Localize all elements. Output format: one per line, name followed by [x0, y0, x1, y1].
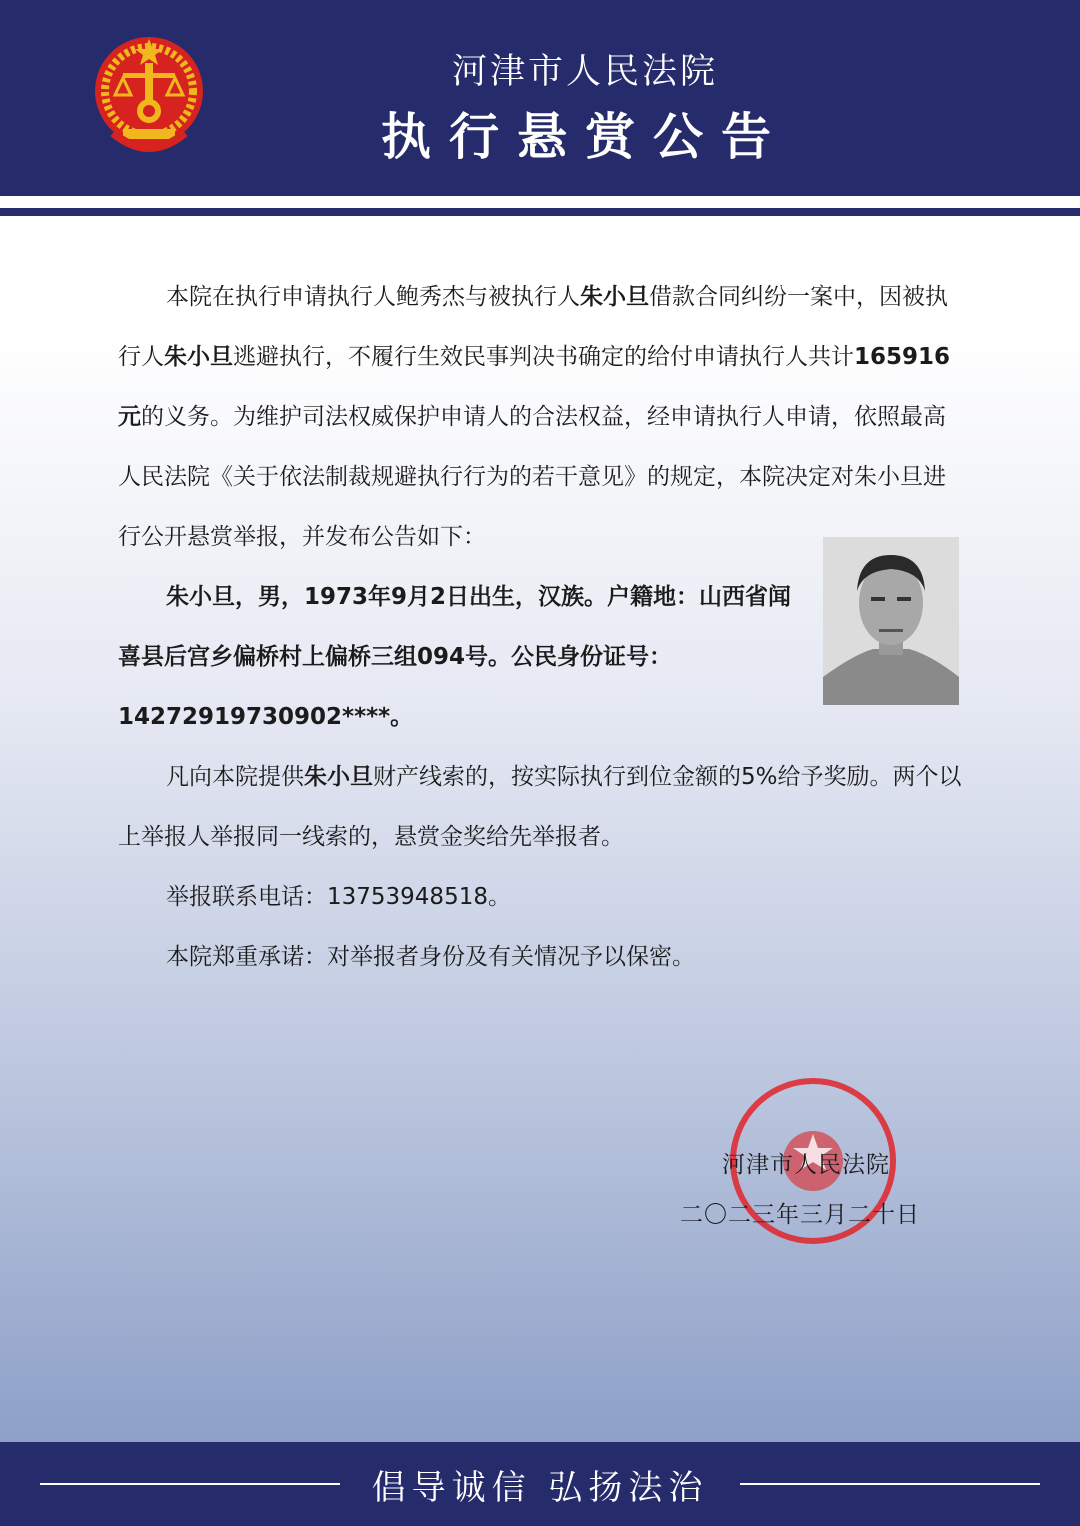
court-emblem-icon: [93, 33, 205, 157]
footer-divider-right: [740, 1483, 1040, 1485]
paragraph-confidentiality: 本院郑重承诺：对举报者身份及有关情况予以保密。: [166, 944, 695, 970]
debtor-name: 朱小旦: [164, 344, 233, 370]
reward-text-2: 财产线索的，按实际执行到位金额的5%给予奖励。两个以上举报人举报同一线索的，悬赏金奖给先举报者。: [118, 764, 962, 850]
footer-divider-left: [40, 1483, 340, 1485]
footer-slogan: 倡导诚信 弘扬法治: [371, 1468, 709, 1508]
court-name: 河津市人民法院: [451, 52, 718, 92]
footer-banner: [0, 1442, 1080, 1526]
paragraph-case-summary: [118, 267, 968, 567]
header-banner: [0, 0, 1080, 196]
case-text-2: 借款合同纠纷一案中，因被执行人: [118, 284, 948, 370]
debtor-name: 朱小旦: [580, 284, 649, 310]
header-stripe: [0, 208, 1080, 216]
paragraph-contact-phone: 举报联系电话：13753948518。: [166, 884, 511, 910]
debtor-name: 朱小旦: [304, 764, 373, 790]
paragraph-debtor-info: 朱小旦，男，1973年9月2日出生，汉族。户籍地：山西省闻喜县后宫乡偏桥村上偏桥三组094号。公民身份证号：14272919730902****。: [118, 584, 792, 730]
portrait-photo: [823, 537, 959, 705]
notice-title: 执行悬赏公告: [381, 107, 789, 166]
debt-amount: 165916元: [118, 344, 951, 430]
reward-text-1: 凡向本院提供: [166, 764, 304, 790]
signature-court: 河津市人民法院: [722, 1152, 890, 1178]
case-text-3: 逃避执行，不履行生效民事判决书确定的给付申请执行人共计: [233, 344, 854, 370]
signature-date: 二〇二三年三月二十日: [680, 1202, 920, 1228]
case-text-1: 本院在执行申请执行人鲍秀杰与被执行人: [166, 284, 580, 310]
paragraph-reward: [118, 747, 968, 867]
case-text-4: 的义务。为维护司法权威保护申请人的合法权益，经申请执行人申请，依照最高人民法院《关于依法制裁规避执行行为的若干意见》的规定，本院决定对朱小旦进行公开悬赏举报，并发布公告如下：: [118, 404, 946, 550]
